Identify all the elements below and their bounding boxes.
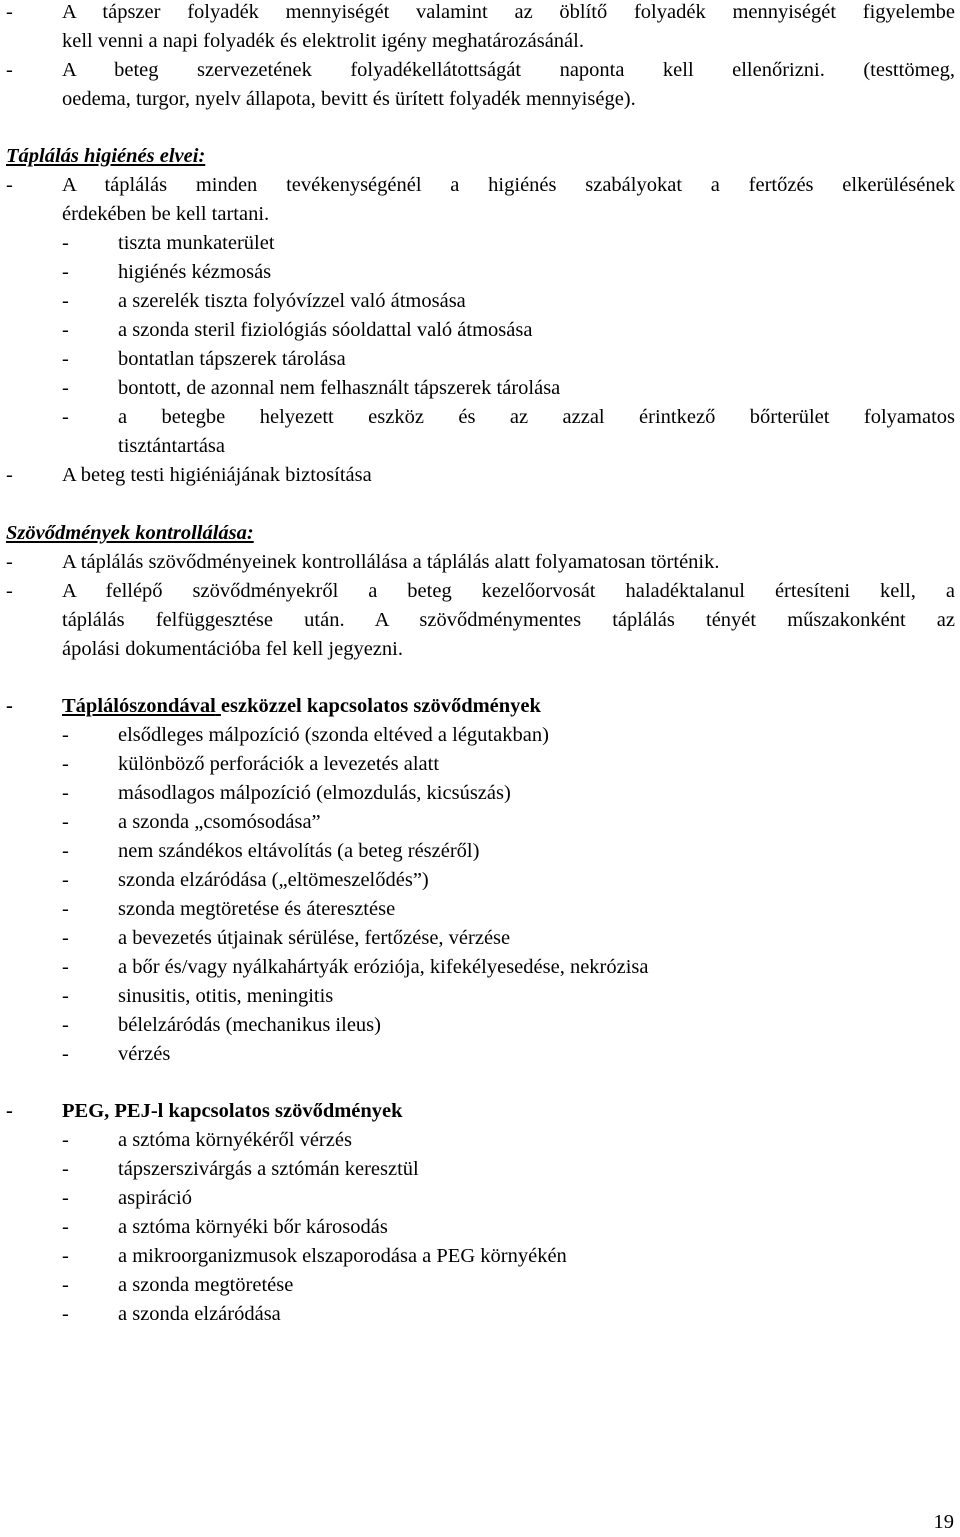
intro-item-1-line-2: kell venni a napi folyadék és elektrolit igény meghatározásánál. [62, 30, 584, 52]
sub-bullet-dash: - [62, 1303, 69, 1325]
complications-heading: Szövődmények kontrollálása: [6, 522, 254, 544]
hygiene-subitem: a szerelék tiszta folyóvízzel való átmosása [118, 290, 466, 312]
hygiene-subitem: a szonda steril fiziológiás sóoldattal való átmosása [118, 319, 533, 341]
page-number: 19 [933, 1511, 954, 1533]
list-item: bélelzáródás (mechanikus ileus) [118, 1014, 381, 1036]
sub-bullet-dash: - [62, 1158, 69, 1180]
peg-heading: PEG, PEJ-l kapcsolatos szövődmények [62, 1100, 403, 1122]
sub-bullet-dash: - [62, 406, 69, 428]
complications-item-2-line-1: A fellépő szövődményekről a beteg kezelőorvosát haladéktalanul értesíteni kell, a [62, 580, 955, 602]
hygiene-item-1-line-2: érdekében be kell tartani. [62, 203, 270, 225]
bullet-dash: - [6, 174, 13, 196]
list-item: a szonda elzáródása [118, 1303, 281, 1325]
complications-item-2-line-3: ápolási dokumentációba fel kell jegyezni. [62, 638, 403, 660]
list-item: a bevezetés útjainak sérülése, fertőzése, vérzése [118, 927, 511, 949]
bullet-dash: - [6, 59, 13, 81]
sub-bullet-dash: - [62, 1187, 69, 1209]
intro-item-1-line-1: A tápszer folyadék mennyiségét valamint az öblítő folyadék mennyiségét figyelembe [62, 1, 955, 23]
bullet-dash: - [6, 551, 13, 573]
list-item: különböző perforációk a levezetés alatt [118, 753, 440, 775]
bullet-dash: - [6, 1, 13, 23]
sub-bullet-dash: - [62, 261, 69, 283]
sub-bullet-dash: - [62, 1014, 69, 1036]
list-item: másodlagos málpozíció (elmozdulás, kicsúszás) [118, 782, 511, 804]
list-item: a sztóma környékéről vérzés [118, 1129, 352, 1151]
sub-bullet-dash: - [62, 1043, 69, 1065]
hygiene-subitem: tiszta munkaterület [118, 232, 275, 254]
sub-bullet-dash: - [62, 319, 69, 341]
list-item: a szonda „csomósodása” [118, 811, 321, 833]
sub-bullet-dash: - [62, 1129, 69, 1151]
hygiene-subitem: bontott, de azonnal nem felhasznált tápszerek tárolása [118, 377, 561, 399]
sub-bullet-dash: - [62, 1274, 69, 1296]
hygiene-item-1-line-1: A táplálás minden tevékenységénél a higiénés szabályokat a fertőzés elkerülésének [62, 174, 955, 196]
list-item: szonda megtöretése és áteresztése [118, 898, 396, 920]
bullet-dash: - [6, 1100, 13, 1122]
sub-bullet-dash: - [62, 232, 69, 254]
list-item: a bőr és/vagy nyálkahártyák eróziója, kifekélyesedése, nekrózisa [118, 956, 649, 978]
sub-bullet-dash: - [62, 782, 69, 804]
complications-item-2-line-2: táplálás felfüggesztése után. A szövődménymentes táplálás tényét műszakonként az [62, 609, 955, 631]
sub-bullet-dash: - [62, 290, 69, 312]
sub-bullet-dash: - [62, 1245, 69, 1267]
tube-heading-part-1: Táplálószondával [62, 695, 216, 717]
hygiene-subitem: bontatlan tápszerek tárolása [118, 348, 346, 370]
hygiene-subitem-last-line-2: tisztántartása [118, 435, 226, 457]
list-item: elsődleges málpozíció (szonda eltéved a légutakban) [118, 724, 549, 746]
sub-bullet-dash: - [62, 348, 69, 370]
list-item: sinusitis, otitis, meningitis [118, 985, 334, 1007]
complications-item-1: A táplálás szövődményeinek kontrollálása a táplálás alatt folyamatosan történik. [62, 551, 720, 573]
sub-bullet-dash: - [62, 869, 69, 891]
list-item: szonda elzáródása („eltömeszelődés”) [118, 869, 429, 891]
sub-bullet-dash: - [62, 811, 69, 833]
list-item: a sztóma környéki bőr károsodás [118, 1216, 388, 1238]
hygiene-item-2: A beteg testi higiéniájának biztosítása [62, 464, 372, 486]
list-item: nem szándékos eltávolítás (a beteg részéről) [118, 840, 480, 862]
sub-bullet-dash: - [62, 753, 69, 775]
list-item: a mikroorganizmusok elszaporodása a PEG környékén [118, 1245, 567, 1267]
sub-bullet-dash: - [62, 956, 69, 978]
list-item: vérzés [118, 1043, 171, 1065]
hygiene-subitem: higiénés kézmosás [118, 261, 272, 283]
hygiene-subitem-last-line-1: a betegbe helyezett eszköz és az azzal érintkező bőrterület folyamatos [118, 406, 955, 428]
list-item: aspiráció [118, 1187, 192, 1209]
intro-item-2-line-1: A beteg szervezetének folyadékellátottságát naponta kell ellenőrizni. (testtömeg, [62, 59, 955, 81]
sub-bullet-dash: - [62, 985, 69, 1007]
sub-bullet-dash: - [62, 898, 69, 920]
hygiene-heading: Táplálás higiénés elvei: [6, 145, 206, 167]
tube-heading [62, 692, 541, 721]
sub-bullet-dash: - [62, 724, 69, 746]
bullet-dash: - [6, 464, 13, 486]
list-item: tápszerszivárgás a sztómán keresztül [118, 1158, 419, 1180]
bullet-dash: - [6, 580, 13, 602]
sub-bullet-dash: - [62, 1216, 69, 1238]
sub-bullet-dash: - [62, 927, 69, 949]
sub-bullet-dash: - [62, 377, 69, 399]
intro-item-2-line-2: oedema, turgor, nyelv állapota, bevitt és ürített folyadék mennyisége). [62, 88, 636, 110]
sub-bullet-dash: - [62, 840, 69, 862]
tube-heading-part-2: eszközzel kapcsolatos szövődmények [220, 695, 541, 717]
list-item: a szonda megtöretése [118, 1274, 294, 1296]
bullet-dash: - [6, 695, 13, 717]
